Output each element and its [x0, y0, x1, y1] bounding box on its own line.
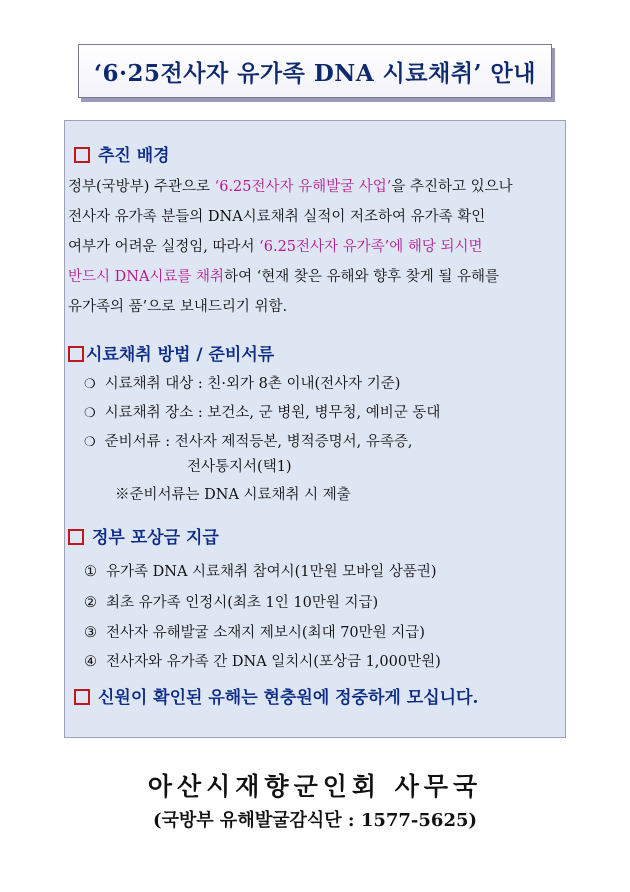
documents-note: ※준비서류는 DNA 시료채취 시 제출 [115, 487, 351, 503]
paragraph-text: 유가족의 품’으로 보내드리기 위함. [68, 299, 288, 315]
method-item: ❍ 시료채취 장소 : 보건소, 군 병원, 병무청, 예비군 동대 [84, 405, 441, 421]
section1-title: 추진 배경 [98, 146, 170, 166]
checkbox-icon [74, 147, 90, 163]
paragraph-line [68, 172, 562, 202]
section2-title: 시료채취 방법 / 준비서류 [86, 345, 275, 365]
reward-item: ③ 전사자 유해발굴 소재지 제보시(최대 70만원 지급) [84, 625, 425, 641]
paragraph-line [68, 232, 562, 262]
highlighted-text: ‘6.25전사자 유해발굴 사업’ [214, 179, 392, 195]
page-title: ‘6·25전사자 유가족 DNA 시료채취’ 안내 [94, 59, 536, 87]
paragraph-line [68, 262, 562, 292]
reward-item: ② 최초 유가족 인정시(최초 1인 10만원 지급) [84, 595, 379, 611]
paragraph-text: 정부(국방부) 주관으로 [68, 179, 215, 195]
paragraph-line [68, 292, 562, 322]
method-item-continuation: 전사통지서(택1) [187, 459, 292, 475]
reward-item: ④ 전사자와 유가족 간 DNA 일치시(포상금 1,000만원) [84, 654, 441, 670]
circle-bullet-icon: ❍ [84, 377, 96, 392]
section-heading-background [74, 141, 170, 166]
paragraph-text: 하여 ‘현재 찾은 유해와 향후 찾게 될 유해를 [224, 269, 500, 285]
checkbox-icon [74, 689, 90, 705]
section-heading-reward [68, 523, 219, 548]
section3-title: 정부 포상금 지급 [92, 528, 219, 548]
method-item: ❍ 시료채취 대상 : 친·외가 8촌 이내(전사자 기준) [84, 376, 401, 392]
highlighted-text: ‘6.25전사자 유가족’에 해당 되시면 [259, 239, 483, 255]
checkbox-icon [68, 529, 84, 545]
circle-bullet-icon: ❍ [84, 435, 96, 450]
paragraph-text: 여부가 어려운 실정임, 따라서 [68, 239, 260, 255]
title-banner [78, 44, 552, 98]
organization-name: 아산시재향군인회 사무국 [147, 772, 483, 801]
reward-item: ① 유가족 DNA 시료채취 참여시(1만원 모바일 상품권) [84, 564, 437, 580]
paragraph-text: 전사자 유가족 분들의 DNA시료채취 실적이 저조하여 유가족 확인 [68, 209, 486, 225]
circle-bullet-icon: ❍ [84, 406, 96, 421]
closing-statement: 신원이 확인된 유해는 현충원에 정중하게 모십니다. [74, 683, 478, 708]
paragraph-line [68, 202, 562, 232]
contact-info: (국방부 유해발굴감식단 : 1577-5625) [152, 810, 478, 831]
paragraph-text: 을 추진하고 있으나 [391, 179, 513, 195]
background-paragraph [68, 172, 562, 322]
section-heading-method [68, 340, 274, 365]
checkbox-icon [68, 346, 84, 362]
highlighted-text: 반드시 DNA시료를 채취 [68, 269, 225, 285]
method-item: ❍ 준비서류 : 전사자 제적등본, 병적증명서, 유족증, [84, 434, 413, 450]
